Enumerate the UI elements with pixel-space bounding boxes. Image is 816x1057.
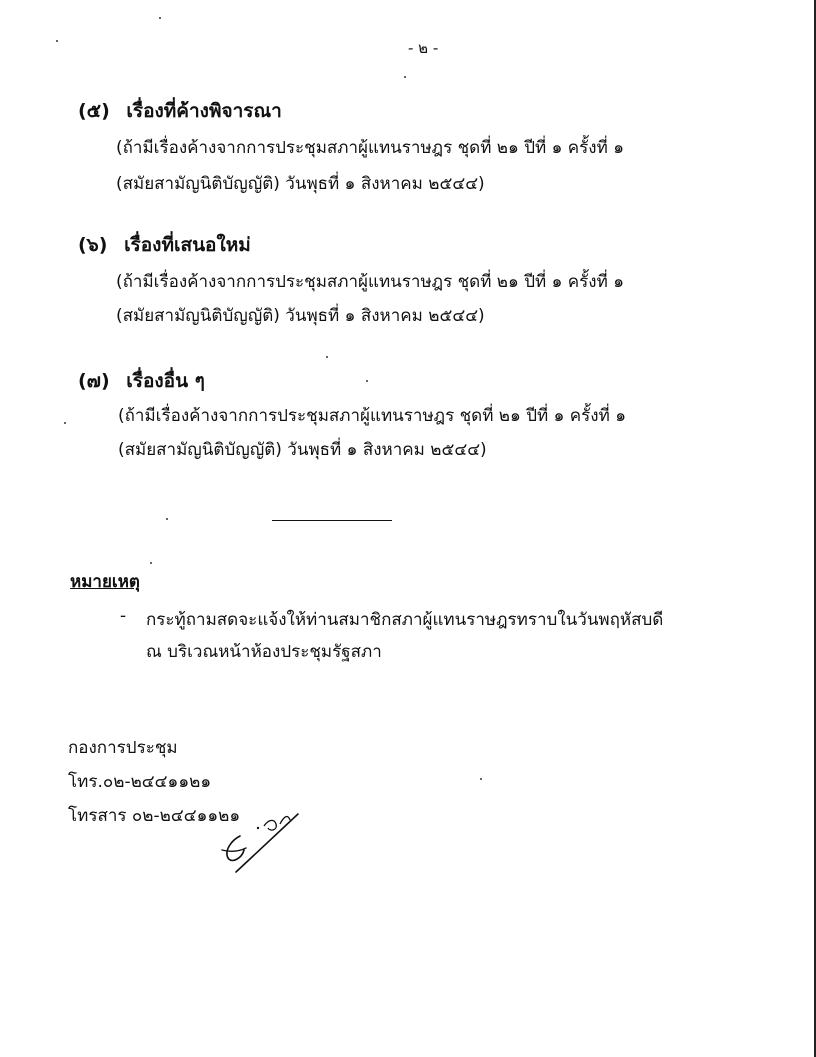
footer-fax: โทรสาร ๐๒-๒๔๔๑๑๒๑ <box>68 806 241 826</box>
divider-line <box>272 520 392 521</box>
section-7-line-2: (สมัยสามัญนิติบัญญัติ) วันพุธที่ ๑ สิงหาคม ๒๕๔๔) <box>118 440 487 460</box>
scan-speck <box>404 76 406 78</box>
note-line-1: กระทู้ถามสดจะแจ้งให้ท่านสมาชิกสภาผู้แทนราษฎรทราบในวันพฤหัสบดี <box>146 610 664 630</box>
section-number: (๗) <box>78 370 110 392</box>
section-number: (๖) <box>78 234 108 256</box>
note-bullet: - <box>120 606 127 626</box>
handwritten-signature <box>218 806 308 878</box>
section-5-heading <box>78 96 282 126</box>
scan-speck <box>150 562 152 564</box>
page-number: - ๒ - <box>408 39 439 57</box>
section-title: เรื่องอื่น ๆ <box>126 370 205 392</box>
scan-speck <box>166 518 168 520</box>
section-number: (๕) <box>78 100 110 122</box>
scan-speck <box>56 40 58 42</box>
section-6-heading <box>78 230 251 260</box>
footer-phone: โทร.๐๒-๒๔๔๑๑๒๑ <box>68 772 212 792</box>
note-line-2: ณ บริเวณหน้าห้องประชุมรัฐสภา <box>146 642 382 662</box>
section-5-line-2: (สมัยสามัญนิติบัญญัติ) วันพุธที่ ๑ สิงหาคม ๒๕๔๔) <box>116 174 485 194</box>
scan-speck <box>159 17 161 19</box>
section-7-heading <box>78 366 205 396</box>
scan-speck <box>64 422 66 424</box>
section-title: เรื่องที่ค้างพิจารณา <box>126 100 282 122</box>
scan-speck <box>366 380 368 382</box>
section-5-line-1: (ถ้ามีเรื่องค้างจากการประชุมสภาผู้แทนราษฎร ชุดที่ ๒๑ ปีที่ ๑ ครั้งที่ ๑ <box>116 138 625 158</box>
section-7-line-1: (ถ้ามีเรื่องค้างจากการประชุมสภาผู้แทนราษฎร ชุดที่ ๒๑ ปีที่ ๑ ครั้งที่ ๑ <box>118 406 627 426</box>
scan-speck <box>326 356 328 358</box>
note-title: หมายเหตุ <box>70 572 140 592</box>
footer-division: กองการประชุม <box>68 738 178 758</box>
section-6-line-2: (สมัยสามัญนิติบัญญัติ) วันพุธที่ ๑ สิงหาคม ๒๕๔๔) <box>116 306 485 326</box>
scan-speck <box>480 778 482 780</box>
section-6-line-1: (ถ้ามีเรื่องค้างจากการประชุมสภาผู้แทนราษฎร ชุดที่ ๒๑ ปีที่ ๑ ครั้งที่ ๑ <box>116 272 625 292</box>
section-title: เรื่องที่เสนอใหม่ <box>124 234 251 256</box>
